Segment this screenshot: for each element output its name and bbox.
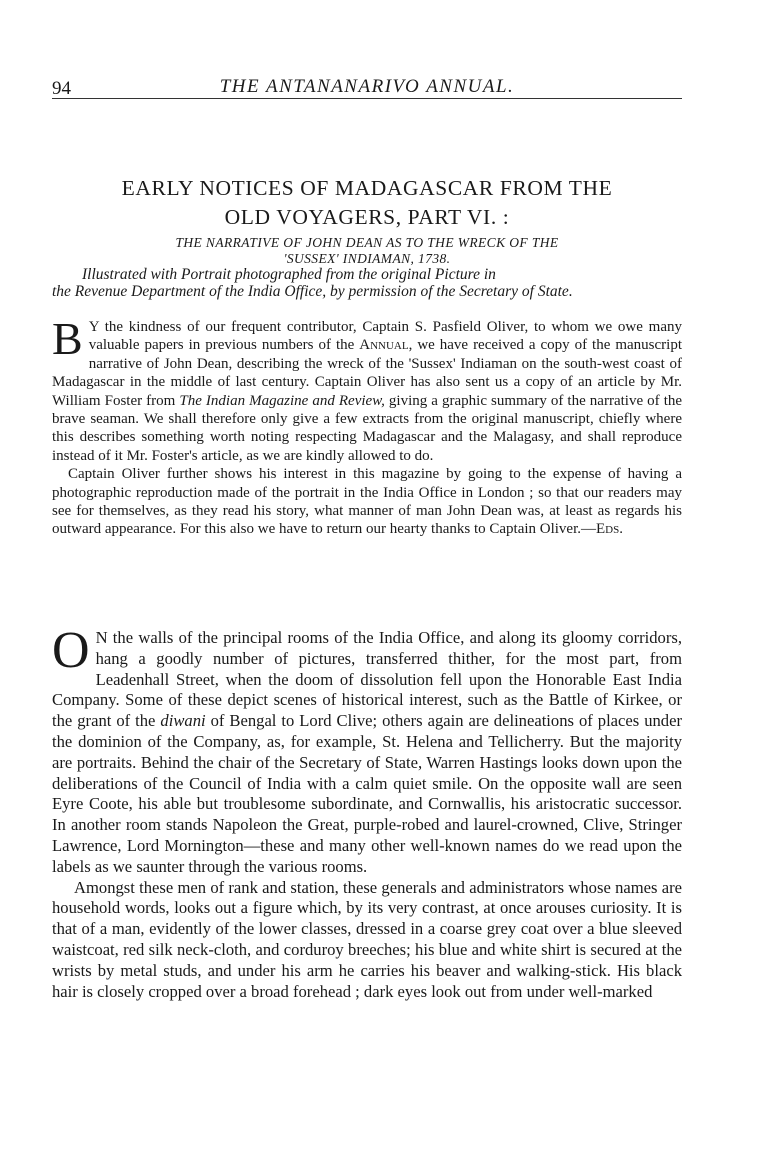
annual-name: Annual: [359, 337, 409, 354]
essay-body: [52, 622, 682, 1002]
subtitle-line-2: 'SUSSEX' INDIAMAN, 1738.: [283, 251, 451, 266]
page-header: [52, 60, 682, 99]
essay-text: of Bengal to Lord Clive; others again are delineations of places under the dominion of the Company, as, for example, St. Helena and Tellicherry. But the majority are portraits. Behind the chair of the Secretary of State, Warren Hastings looks down upon the deliberations of the Council of India with a calm quiet smile. On the opposite wall are seen Eyre Coote, his able but troublesome subordinate, and Cornwallis, his aristocratic successor. In another room stands Napoleon the Great, purple-robed and laurel-crowned, Clive, Stringer Lawrence, Lord Mornington—these and many other well-known names do we read upon the labels as we saunter through the various rooms.: [52, 711, 682, 876]
editor-note-text: , we have received a copy of the manuscript narrative of John Dean, describing the wreck of the 'Sussex' Indiaman on the south-west coast of Madagascar in the middle of last century. Captain Oliver has also sent us a copy of an article by Mr. William Foster from: [52, 337, 683, 409]
editor-note-text: Captain Oliver further shows his interest in this magazine by going to the expense of having a photographic reproduction made of the portrait in the India Office in London ; so that our readers may see for themselves, as they read his story, what manner of man John Dean was, at least as regards his outward appearance. For this also we have to return our hearty thanks to Captain Oliver.—: [52, 466, 682, 538]
editor-note-text: Y the kindness of our frequent contributor, Captain S. Pasfield Oliver, to whom we owe many valuable papers in previous numbers of the: [88, 319, 682, 354]
editor-note-text: giving a graphic summary of the narrative of the brave seaman. We shall therefore only give a few extracts from the original manuscript, chiefly where this describes something worth noting respecting Madagascar and the Malagasy, and shall reproduce instead of it Mr. Foster's article, as we are kindly allowed to do.: [52, 392, 683, 464]
title-line-1: EARLY NOTICES OF MADAGASCAR FROM THE: [121, 176, 613, 200]
drop-cap: O: [52, 622, 90, 679]
header-rule: [52, 98, 682, 99]
editor-note-paragraph-1: [52, 313, 683, 465]
running-head: THE ANTANANARIVO ANNUAL.: [219, 76, 515, 97]
essay-text: Amongst these men of rank and station, these generals and administrators whose names are household words, looks out a figure which, by its very contrast, at once arouses curiosity. It is that of a man, evidently of the lower classes, dressed in a coarse grey coat over a blue sleeved waistcoat, red silk neck-cloth, and corduroy breeches; his blue and white shirt is secured at the wrists by metal studs, and under his arm he carries his beaver and walking-stick. His black hair is closely cropped over a broad forehead ; dark eyes look out from under well-marked: [52, 877, 682, 1001]
drop-cap: B: [52, 313, 83, 364]
editor-note: [52, 313, 683, 539]
title-line-2: OLD VOYAGERS, PART VI. :: [224, 205, 510, 229]
illustration-note-rest: the Revenue Department of the India Office, by permission of the Secretary of State.: [52, 283, 573, 300]
essay-paragraph-1: [52, 622, 682, 878]
editor-note-paragraph-2: [52, 465, 682, 539]
subtitle-line-1: THE NARRATIVE OF JOHN DEAN AS TO THE WRECK OF THE: [175, 235, 559, 250]
editors-signature: Eds.: [596, 521, 623, 538]
essay-paragraph-2: [52, 878, 682, 1003]
illustration-note: [52, 266, 682, 300]
article-title: [52, 174, 682, 232]
article-subtitle: [52, 235, 682, 267]
page-number: 94: [52, 78, 71, 99]
illustration-note-line-1: Illustrated with Portrait photographed from the original Picture in: [82, 266, 496, 283]
essay-text: N the walls of the principal rooms of the India Office, and along its gloomy corridors, hang a goodly number of pictures, transferred thither, for the most part, from Leadenhall Street, when the doom of dissolution fell upon the Honorable East India Company. Some of these depict scenes of historical interest, such as the Battle of Kirkee, or the grant of the: [52, 628, 682, 731]
diwani-term: diwani: [160, 711, 206, 731]
journal-title: The Indian Magazine and Review,: [179, 392, 385, 409]
